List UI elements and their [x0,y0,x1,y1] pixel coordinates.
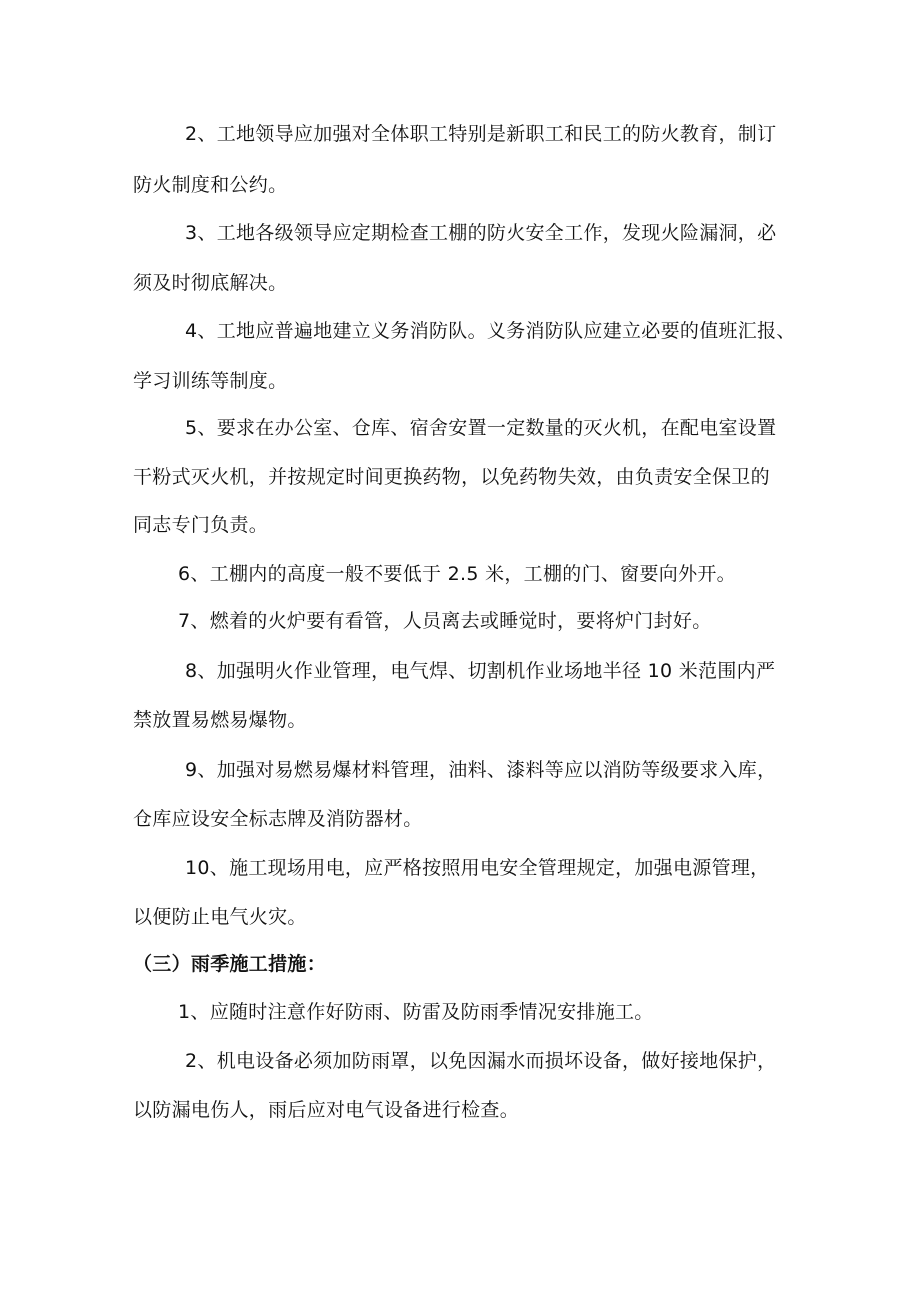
paragraph-line: 禁放置易燃易爆物。 [133,709,307,731]
paragraph-line: 10、施工现场用电，应严格按照用电安全管理规定，加强电源管理， [185,857,770,879]
paragraph-line: 3、工地各级领导应定期检查工棚的防火安全工作，发现火险漏洞，必 [185,222,777,244]
paragraph-line: 7、燃着的火炉要有看管，人员离去或睡觉时，要将炉门封好。 [178,610,712,632]
section-heading-text: （三）雨季施工措施： [133,953,327,975]
paragraph-line: 4、工地应普遍地建立义务消防队。义务消防队应建立必要的值班汇报、 [185,320,796,342]
paragraph-line: 8、加强明火作业管理，电气焊、切割机作业场地半径 10 米范围内严 [185,660,776,682]
paragraph-line: 须及时彻底解决。 [133,272,288,294]
paragraph-line: 6、工棚内的高度一般不要低于 2.5 米，工棚的门、窗要向外开。 [178,563,736,585]
paragraph-line: 以便防止电气火灾。 [133,906,307,928]
paragraph-line: 以防漏电伤人，雨后应对电气设备进行检查。 [133,1099,520,1121]
paragraph-line: 同志专门负责。 [133,514,269,536]
paragraph-line: 5、要求在办公室、仓库、宿舍安置一定数量的灭火机，在配电室设置 [185,417,777,439]
paragraph-line: 仓库应设安全标志牌及消防器材。 [133,808,423,830]
paragraph-line: 9、加强对易燃易爆材料管理，油料、漆料等应以消防等级要求入库， [185,759,777,781]
paragraph-line: 防火制度和公约。 [133,174,288,196]
paragraph-line: 2、工地领导应加强对全体职工特别是新职工和民工的防火教育，制订 [185,123,777,145]
paragraph-line: 2、机电设备必须加防雨罩，以免因漏水而损坏设备，做好接地保护， [185,1050,777,1072]
paragraph-line: 学习训练等制度。 [133,370,288,392]
paragraph-line: 1、应随时注意作好防雨、防雷及防雨季情况安排施工。 [178,1001,654,1023]
paragraph-line: 干粉式灭火机，并按规定时间更换药物，以免药物失效，由负责安全保卫的 [133,466,770,488]
